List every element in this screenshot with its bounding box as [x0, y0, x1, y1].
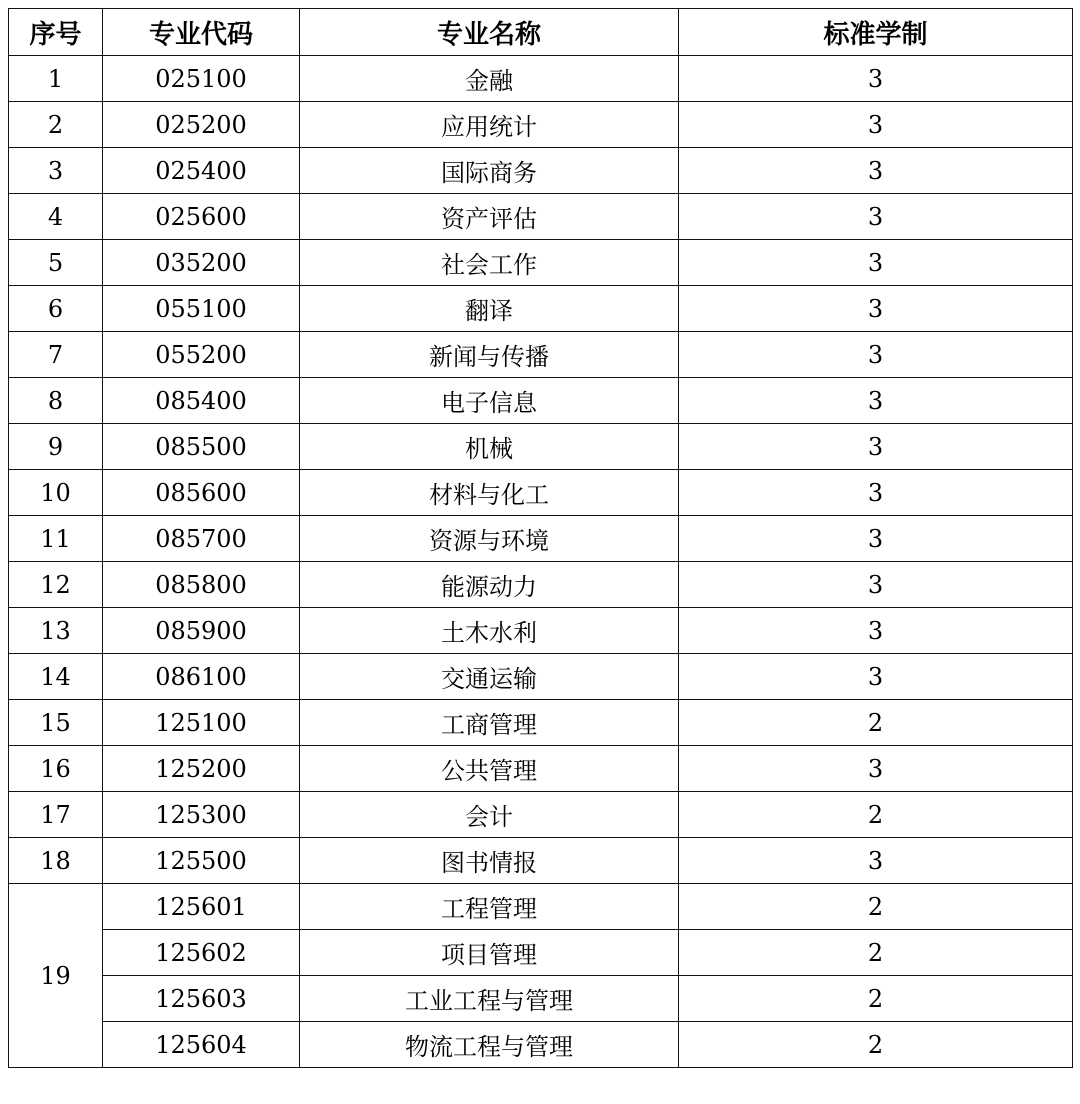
- row-code: 125601: [103, 884, 300, 930]
- header-row: [9, 9, 1073, 56]
- row-name: 资源与环境: [300, 516, 679, 562]
- row-code: 085600: [103, 470, 300, 516]
- row-duration: 3: [679, 562, 1073, 608]
- table-row: [9, 792, 1073, 838]
- row-index: 4: [9, 194, 103, 240]
- row-name: 材料与化工: [300, 470, 679, 516]
- table-row: [9, 976, 1073, 1022]
- table-row: [9, 332, 1073, 378]
- row-duration: 3: [679, 470, 1073, 516]
- table-row: [9, 378, 1073, 424]
- row-duration: 3: [679, 56, 1073, 102]
- row-name: 能源动力: [300, 562, 679, 608]
- row-name: 工程管理: [300, 884, 679, 930]
- majors-table: [8, 8, 1073, 1068]
- table-row: [9, 286, 1073, 332]
- row-index: 1: [9, 56, 103, 102]
- row-code: 025600: [103, 194, 300, 240]
- row-name: 公共管理: [300, 746, 679, 792]
- row-name: 电子信息: [300, 378, 679, 424]
- row-index: 18: [9, 838, 103, 884]
- row-duration: 2: [679, 700, 1073, 746]
- row-code: 025200: [103, 102, 300, 148]
- row-name: 社会工作: [300, 240, 679, 286]
- table-row: [9, 838, 1073, 884]
- row-name: 项目管理: [300, 930, 679, 976]
- row-name: 新闻与传播: [300, 332, 679, 378]
- row-name: 工业工程与管理: [300, 976, 679, 1022]
- row-index: 17: [9, 792, 103, 838]
- row-duration: 2: [679, 1022, 1073, 1068]
- row-duration: 3: [679, 378, 1073, 424]
- header-name: 专业名称: [300, 9, 679, 56]
- table-row: [9, 700, 1073, 746]
- table-row: [9, 148, 1073, 194]
- row-duration: 3: [679, 286, 1073, 332]
- row-duration: 3: [679, 608, 1073, 654]
- table-row: [9, 562, 1073, 608]
- table-row: [9, 746, 1073, 792]
- row-duration: 3: [679, 102, 1073, 148]
- row-index: 7: [9, 332, 103, 378]
- table-body: [9, 56, 1073, 1068]
- row-code: 085500: [103, 424, 300, 470]
- row-code: 125100: [103, 700, 300, 746]
- header-duration: 标准学制: [679, 9, 1073, 56]
- row-name: 金融: [300, 56, 679, 102]
- row-name: 机械: [300, 424, 679, 470]
- table-row: [9, 516, 1073, 562]
- row-duration: 3: [679, 332, 1073, 378]
- row-code: 085800: [103, 562, 300, 608]
- row-duration: 2: [679, 930, 1073, 976]
- table-row: [9, 884, 1073, 930]
- row-index: 8: [9, 378, 103, 424]
- row-index: 10: [9, 470, 103, 516]
- row-code: 125300: [103, 792, 300, 838]
- row-index: 3: [9, 148, 103, 194]
- row-code: 055200: [103, 332, 300, 378]
- row-name: 物流工程与管理: [300, 1022, 679, 1068]
- row-duration: 2: [679, 976, 1073, 1022]
- group-index: 19: [9, 884, 103, 1068]
- row-index: 11: [9, 516, 103, 562]
- row-name: 资产评估: [300, 194, 679, 240]
- row-duration: 2: [679, 792, 1073, 838]
- row-duration: 3: [679, 240, 1073, 286]
- row-name: 土木水利: [300, 608, 679, 654]
- row-duration: 2: [679, 884, 1073, 930]
- table-row: [9, 424, 1073, 470]
- table-row: [9, 56, 1073, 102]
- table-row: [9, 240, 1073, 286]
- row-name: 应用统计: [300, 102, 679, 148]
- row-duration: 3: [679, 838, 1073, 884]
- row-index: 15: [9, 700, 103, 746]
- row-code: 085700: [103, 516, 300, 562]
- row-index: 16: [9, 746, 103, 792]
- table-row: [9, 102, 1073, 148]
- row-code: 125200: [103, 746, 300, 792]
- row-code: 125500: [103, 838, 300, 884]
- row-index: 6: [9, 286, 103, 332]
- row-index: 14: [9, 654, 103, 700]
- row-duration: 3: [679, 424, 1073, 470]
- row-code: 085900: [103, 608, 300, 654]
- row-index: 12: [9, 562, 103, 608]
- row-duration: 3: [679, 194, 1073, 240]
- table-row: [9, 470, 1073, 516]
- row-name: 翻译: [300, 286, 679, 332]
- row-name: 国际商务: [300, 148, 679, 194]
- row-name: 交通运输: [300, 654, 679, 700]
- row-code: 025400: [103, 148, 300, 194]
- row-code: 085400: [103, 378, 300, 424]
- row-code: 125603: [103, 976, 300, 1022]
- row-duration: 3: [679, 654, 1073, 700]
- row-index: 9: [9, 424, 103, 470]
- table-row: [9, 930, 1073, 976]
- row-duration: 3: [679, 516, 1073, 562]
- row-code: 025100: [103, 56, 300, 102]
- table-row: [9, 194, 1073, 240]
- row-code: 035200: [103, 240, 300, 286]
- header-index: 序号: [9, 9, 103, 56]
- row-duration: 3: [679, 148, 1073, 194]
- row-code: 125604: [103, 1022, 300, 1068]
- table-header: [9, 9, 1073, 56]
- row-code: 125602: [103, 930, 300, 976]
- row-index: 13: [9, 608, 103, 654]
- row-name: 会计: [300, 792, 679, 838]
- row-index: 2: [9, 102, 103, 148]
- header-code: 专业代码: [103, 9, 300, 56]
- row-name: 工商管理: [300, 700, 679, 746]
- table-row: [9, 608, 1073, 654]
- row-code: 055100: [103, 286, 300, 332]
- table-row: [9, 1022, 1073, 1068]
- row-code: 086100: [103, 654, 300, 700]
- row-index: 5: [9, 240, 103, 286]
- table-row: [9, 654, 1073, 700]
- row-name: 图书情报: [300, 838, 679, 884]
- row-duration: 3: [679, 746, 1073, 792]
